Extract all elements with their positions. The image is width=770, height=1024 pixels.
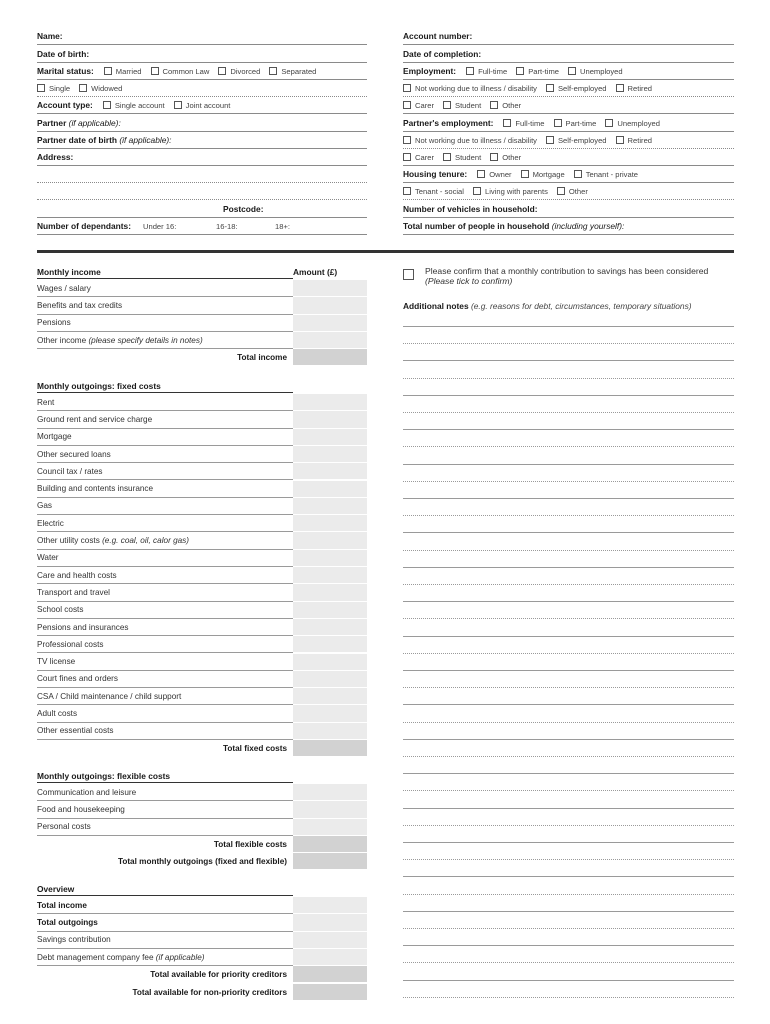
total-outgoings-row-amount-input[interactable] [293,853,367,870]
fixed-row-amount-input[interactable] [293,602,367,619]
total-outgoings-row-label: Total monthly outgoings (fixed and flexible) [117,857,287,867]
marital-status-row-2 [37,80,367,97]
savings-confirm-checkbox[interactable] [403,269,414,280]
additional-notes-heading [403,301,692,311]
notes-line[interactable] [403,928,734,929]
notes-line[interactable] [403,395,734,396]
partner-dob-note: (if applicable): [119,135,172,146]
notes-line[interactable] [403,739,734,740]
employment-retired-checkbox[interactable]: Retired [616,84,652,93]
employment-student-checkbox[interactable]: Student [443,101,481,110]
postcode-row[interactable] [37,201,367,218]
overview-row-label: Total income [37,900,87,910]
fixed-row-amount-input[interactable] [293,654,367,671]
fixed-row-amount-input[interactable] [293,636,367,653]
priority-creditors-row [37,966,293,983]
partner-employment-row-3 [403,149,734,166]
fixed-row-utility-note: (e.g. coal, oil, calor gas) [102,536,189,546]
fixed-row-label: Transport and travel [37,587,110,597]
notes-line[interactable] [403,997,734,998]
non-priority-creditors-row-label: Total available for non-priority creditors [132,987,287,997]
additional-notes-hint: (e.g. reasons for debt, circumstances, temporary situations) [470,301,692,311]
marital-married-checkbox[interactable]: Married [104,67,142,76]
partner-unemployed-checkbox[interactable]: Unemployed [605,119,660,128]
notes-line[interactable] [403,911,734,912]
notes-line[interactable] [403,532,734,533]
section-divider [37,250,734,253]
vehicles-field[interactable] [403,201,734,218]
flexible-row [37,784,293,801]
total-flexible-row-label: Total flexible costs [213,840,287,850]
dependants-row [37,218,367,235]
notes-line[interactable] [403,704,734,705]
partner-dob-label: Partner date of birth [37,135,118,146]
fixed-row-label: Building and contents insurance [37,484,154,494]
total-fixed-row-amount-input[interactable] [293,740,367,757]
notes-line[interactable] [403,326,734,327]
fixed-row-label: Rent [37,397,55,407]
fixed-row [37,671,293,688]
overview-row-amount-input[interactable] [293,914,367,931]
fixed-row-amount-input[interactable] [293,394,367,411]
people-label: Total number of people in household [403,221,550,232]
housing-tenant-private-checkbox[interactable]: Tenant - private [574,170,638,179]
notes-line[interactable] [403,618,734,619]
postcode-label: Postcode: [223,204,264,215]
total-outgoings-row [37,853,293,870]
partner-student-checkbox[interactable]: Student [443,153,481,162]
fixed-row-label: Electric [37,518,64,528]
fixed-row-label: Water [37,553,59,563]
fixed-row-amount-input[interactable] [293,567,367,584]
income-row-amount-input[interactable] [293,280,367,297]
notes-line[interactable] [403,876,734,877]
priority-creditors-row-label: Total available for priority creditors [150,970,287,980]
housing-parents-checkbox[interactable]: Living with parents [473,187,548,196]
partner-field[interactable] [37,115,367,132]
dependants-18plus[interactable]: 18+: [275,221,290,231]
name-label: Name: [37,31,63,42]
income-row [37,280,293,297]
notes-line[interactable] [403,808,734,809]
dependants-label: Number of dependants: [37,221,131,232]
fixed-row-label: Adult costs [37,709,78,719]
fixed-row-amount-input[interactable] [293,550,367,567]
partner-employment-label: Partner's employment: [403,118,494,129]
fixed-row-label: Council tax / rates [37,466,103,476]
fixed-row [37,498,293,515]
overview-savings-row-amount-input[interactable] [293,932,367,949]
notes-line[interactable] [403,360,734,361]
fixed-row [37,602,293,619]
dob-label: Date of birth: [37,49,90,60]
fixed-row [37,394,293,411]
savings-confirm-text: Please confirm that a monthly contribution to savings has been considered [425,266,709,276]
overview-heading: Overview [37,882,293,896]
income-row-other-amount-input[interactable] [293,332,367,349]
fixed-row-amount-input[interactable] [293,481,367,498]
notes-line[interactable] [403,464,734,465]
overview-dmc-row-amount-input[interactable] [293,949,367,966]
notes-line[interactable] [403,962,734,963]
income-row [37,297,293,314]
housing-owner-checkbox[interactable]: Owner [477,170,511,179]
account-number-label: Account number: [403,31,473,42]
notes-line[interactable] [403,687,734,688]
amount-heading: Amount (£) [293,267,338,277]
employment-row [403,63,734,80]
overview-dmc-row [37,949,293,966]
fixed-row-label: TV license [37,657,76,667]
fixed-row [37,636,293,653]
flexible-row-label: Personal costs [37,822,91,832]
fixed-row [37,481,293,498]
notes-line[interactable] [403,825,734,826]
income-row-label: Pensions [37,318,71,328]
fixed-row-label: Other essential costs [37,726,114,736]
overview-row-label: Total outgoings [37,917,98,927]
joint-account-checkbox[interactable]: Joint account [174,101,231,110]
notes-line[interactable] [403,429,734,430]
income-row-label: Wages / salary [37,283,91,293]
partner-employment-row-2 [403,132,734,149]
marital-status-row [37,63,367,80]
marital-status-label: Marital status: [37,66,94,77]
marital-widowed-checkbox[interactable]: Widowed [79,84,122,93]
notes-line[interactable] [403,722,734,723]
flexible-row-label: Food and housekeeping [37,804,125,814]
fixed-row [37,515,293,532]
partner-self-employed-checkbox[interactable]: Self-employed [546,136,607,145]
employment-other-checkbox[interactable]: Other [490,101,521,110]
flexible-row [37,801,293,818]
notes-line[interactable] [403,515,734,516]
income-row-other-label: Other income [37,335,87,345]
notes-line[interactable] [403,481,734,482]
marital-divorced-checkbox[interactable]: Divorced [218,67,260,76]
employment-row-3 [403,97,734,114]
notes-line[interactable] [403,756,734,757]
total-fixed-row-label: Total fixed costs [223,744,287,754]
single-account-checkbox[interactable]: Single account [103,101,165,110]
housing-tenure-row [403,166,734,183]
notes-line[interactable] [403,446,734,447]
address-line-3[interactable] [37,183,367,200]
partner-carer-checkbox[interactable]: Carer [403,153,434,162]
income-row-other-note: (please specify details in notes) [88,335,203,345]
total-income-row [37,349,293,366]
overview-savings-row-label: Savings contribution [37,935,111,945]
fixed-row [37,446,293,463]
fixed-row [37,723,293,740]
marital-common-law-checkbox[interactable]: Common Law [151,67,210,76]
overview-row-amount-input[interactable] [293,897,367,914]
partner-dob-field[interactable] [37,132,367,149]
fixed-row [37,463,293,480]
fixed-row-utility-label: Other utility costs [37,536,100,546]
fixed-row-amount-input[interactable] [293,584,367,601]
notes-line[interactable] [403,670,734,671]
marital-separated-checkbox[interactable]: Separated [269,67,316,76]
notes-line[interactable] [403,498,734,499]
non-priority-creditors-row [37,984,293,1001]
address-field[interactable] [37,149,367,166]
notes-line[interactable] [403,894,734,895]
housing-tenure-label: Housing tenure: [403,169,468,180]
total-income-row-label: Total income [237,353,287,363]
housing-mortgage-checkbox[interactable]: Mortgage [521,170,565,179]
partner-other-checkbox[interactable]: Other [490,153,521,162]
address-label: Address: [37,152,74,163]
employment-label: Employment: [403,66,457,77]
notes-line[interactable] [403,584,734,585]
fixed-row-label: Care and health costs [37,570,117,580]
savings-confirm-note: (Please tick to confirm) [425,276,513,286]
fixed-row-label: Mortgage [37,432,72,442]
people-note: (including yourself): [551,221,625,232]
employment-row-2 [403,80,734,97]
income-row [37,315,293,332]
fixed-row-label: Pensions and insurances [37,622,129,632]
notes-line[interactable] [403,567,734,568]
flexible-costs-heading: Monthly outgoings: flexible costs [37,769,293,783]
notes-line[interactable] [403,842,734,843]
notes-line[interactable] [403,773,734,774]
non-priority-creditors-row-amount-input[interactable] [293,984,367,1001]
notes-line[interactable] [403,980,734,981]
overview-row [37,914,293,931]
housing-other-checkbox[interactable]: Other [557,187,588,196]
notes-line[interactable] [403,601,734,602]
total-flexible-row [37,836,293,853]
savings-confirm [403,266,734,286]
fixed-row-amount-input[interactable] [293,515,367,532]
fixed-row [37,619,293,636]
housing-tenure-row-2 [403,183,734,200]
employment-illness-checkbox[interactable]: Not working due to illness / disability [403,84,537,93]
overview-row [37,897,293,914]
fixed-row-amount-input[interactable] [293,671,367,688]
overview-dmc-row-label: Debt management company fee [37,952,154,962]
partner-employment-row [403,115,734,132]
income-row-amount-input[interactable] [293,315,367,332]
partner-retired-checkbox[interactable]: Retired [616,136,652,145]
fixed-row [37,411,293,428]
date-completion-field[interactable] [403,46,734,63]
employment-part-time-checkbox[interactable]: Part-time [516,67,559,76]
account-number-field[interactable] [403,28,734,45]
income-row-other [37,332,293,349]
income-heading: Monthly income [37,265,293,279]
flexible-row-amount-input[interactable] [293,819,367,836]
fixed-row-amount-input[interactable] [293,411,367,428]
fixed-row-label: Ground rent and service charge [37,414,153,424]
fixed-row [37,688,293,705]
total-fixed-row [37,740,293,757]
income-row-amount-input[interactable] [293,297,367,314]
name-field[interactable] [37,28,367,45]
notes-line[interactable] [403,653,734,654]
employment-unemployed-checkbox[interactable]: Unemployed [568,67,623,76]
flexible-row-amount-input[interactable] [293,801,367,818]
partner-illness-checkbox[interactable]: Not working due to illness / disability [403,136,537,145]
notes-line[interactable] [403,378,734,379]
total-flexible-row-amount-input[interactable] [293,836,367,853]
housing-tenant-social-checkbox[interactable]: Tenant - social [403,187,464,196]
fixed-row [37,654,293,671]
account-type-label: Account type: [37,100,93,111]
fixed-row-amount-input[interactable] [293,619,367,636]
fixed-row [37,550,293,567]
fixed-row-amount-input[interactable] [293,429,367,446]
flexible-row-label: Communication and leisure [37,787,137,797]
employment-carer-checkbox[interactable]: Carer [403,101,434,110]
flexible-row-amount-input[interactable] [293,784,367,801]
notes-line[interactable] [403,343,734,344]
employment-self-employed-checkbox[interactable]: Self-employed [546,84,607,93]
notes-line[interactable] [403,945,734,946]
partner-note: (if applicable): [68,118,121,129]
fixed-row-utility [37,532,293,549]
fixed-row-label: Court fines and orders [37,674,119,684]
fixed-row-amount-input[interactable] [293,705,367,722]
dob-field[interactable] [37,46,367,63]
notes-line[interactable] [403,412,734,413]
marital-single-checkbox[interactable]: Single [37,84,70,93]
partner-label: Partner [37,118,67,129]
partner-full-time-checkbox[interactable]: Full-time [503,119,544,128]
notes-line[interactable] [403,859,734,860]
priority-creditors-row-amount-input[interactable] [293,966,367,983]
partner-part-time-checkbox[interactable]: Part-time [554,119,597,128]
overview-savings-row [37,932,293,949]
dependants-under16[interactable]: Under 16: [143,221,177,231]
fixed-row [37,429,293,446]
fixed-row-label: CSA / Child maintenance / child support [37,691,182,701]
fixed-row [37,567,293,584]
fixed-row-amount-input[interactable] [293,723,367,740]
fixed-row [37,705,293,722]
fixed-costs-heading: Monthly outgoings: fixed costs [37,379,293,393]
overview-dmc-row-note: (if applicable) [155,952,205,962]
notes-line[interactable] [403,636,734,637]
fixed-row-amount-input[interactable] [293,446,367,463]
additional-notes-label: Additional notes [403,301,469,311]
dependants-16-18[interactable]: 16-18: [216,221,238,231]
income-row-label: Benefits and tax credits [37,300,123,310]
people-field[interactable] [403,218,734,235]
address-line-2[interactable] [37,166,367,183]
fixed-row-label: School costs [37,605,84,615]
notes-line[interactable] [403,790,734,791]
notes-line[interactable] [403,550,734,551]
fixed-row-label: Professional costs [37,639,104,649]
fixed-row-amount-input[interactable] [293,463,367,480]
fixed-row-label: Gas [37,501,53,511]
fixed-row-amount-input[interactable] [293,498,367,515]
total-income-row-amount-input[interactable] [293,349,367,366]
flexible-row [37,819,293,836]
fixed-row [37,584,293,601]
date-completion-label: Date of completion: [403,49,482,60]
fixed-row-utility-amount-input[interactable] [293,532,367,549]
employment-full-time-checkbox[interactable]: Full-time [466,67,507,76]
account-type-row [37,97,367,114]
fixed-row-amount-input[interactable] [293,688,367,705]
vehicles-label: Number of vehicles in household: [403,204,538,215]
fixed-row-label: Other secured loans [37,449,111,459]
